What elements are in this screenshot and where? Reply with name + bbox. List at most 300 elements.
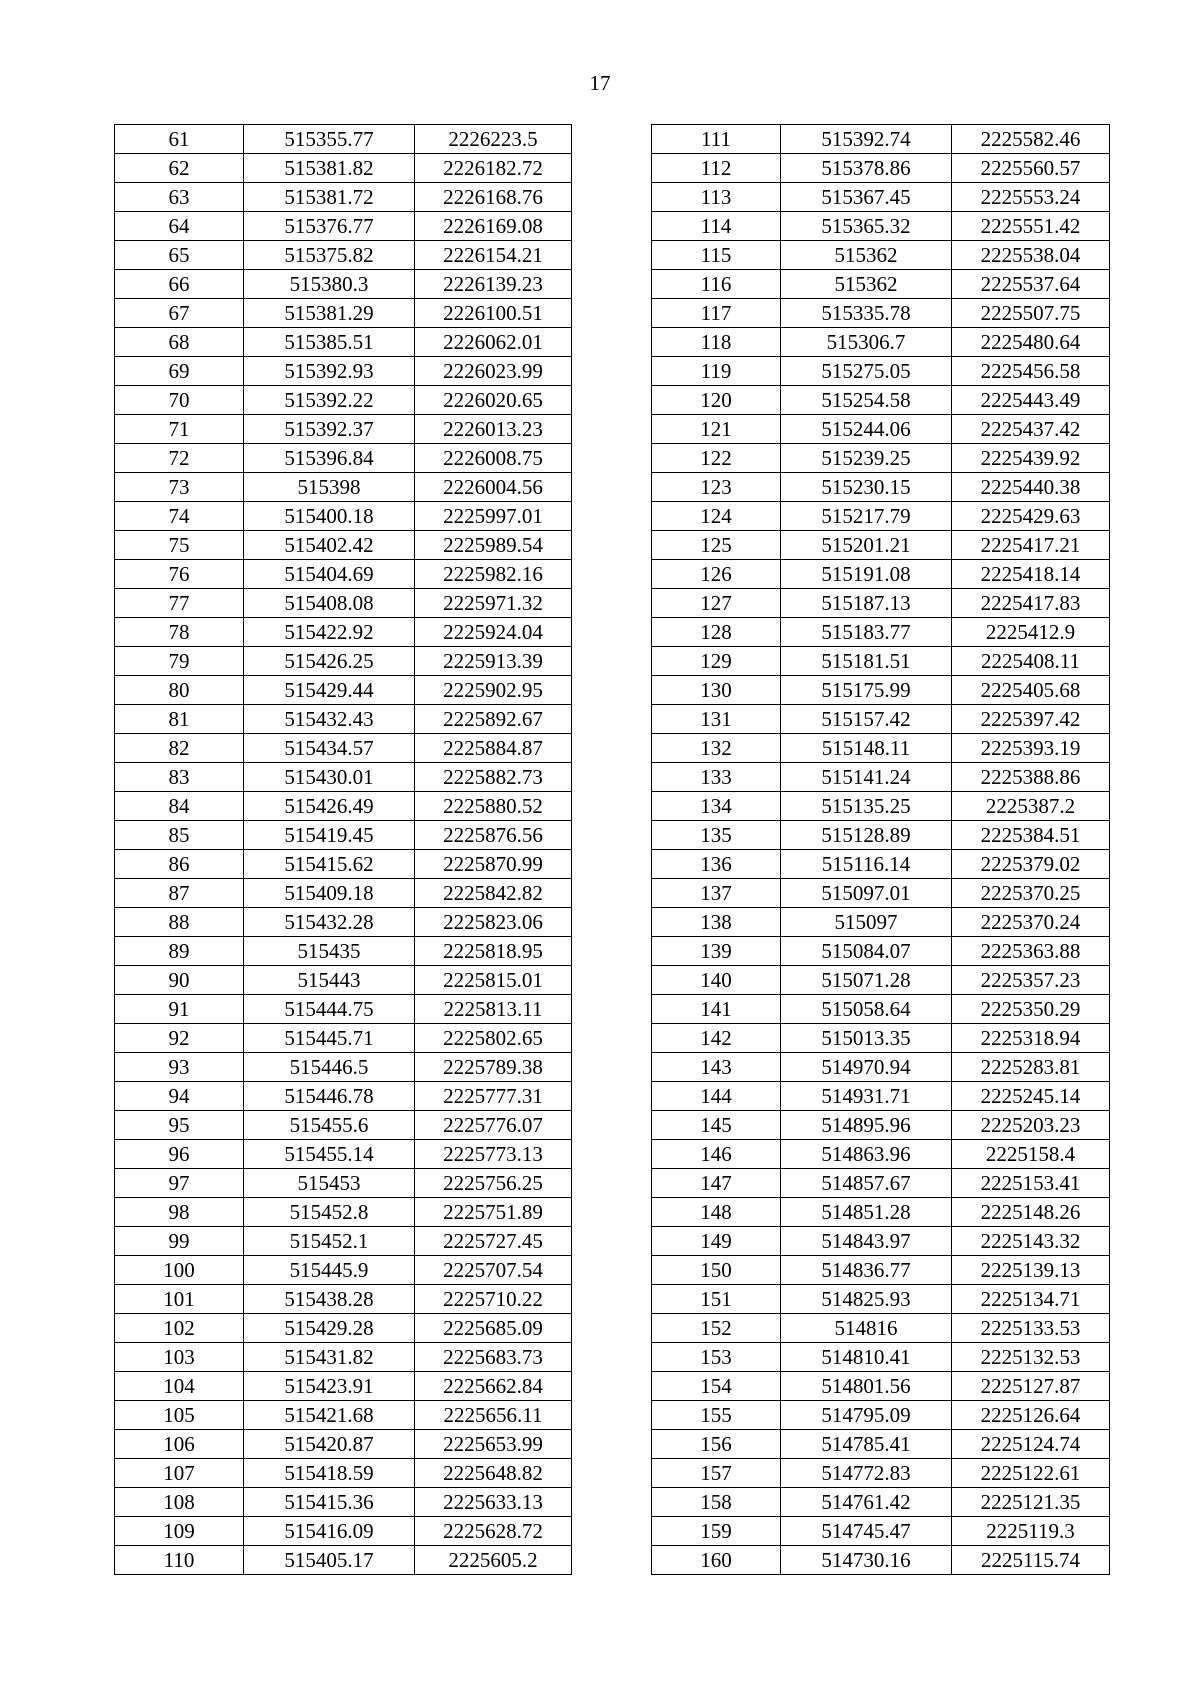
x-coordinate-cell: 515398 bbox=[244, 473, 415, 502]
table-row bbox=[652, 589, 1110, 618]
table-row bbox=[115, 1546, 572, 1575]
table-row bbox=[115, 792, 572, 821]
point-number-cell: 79 bbox=[115, 647, 244, 676]
x-coordinate-cell: 515187.13 bbox=[781, 589, 952, 618]
table-row bbox=[652, 1169, 1110, 1198]
y-coordinate-cell: 2226013.23 bbox=[415, 415, 572, 444]
point-number-cell: 157 bbox=[652, 1459, 781, 1488]
x-coordinate-cell: 515239.25 bbox=[781, 444, 952, 473]
x-coordinate-cell: 515244.06 bbox=[781, 415, 952, 444]
x-coordinate-cell: 515217.79 bbox=[781, 502, 952, 531]
point-number-cell: 103 bbox=[115, 1343, 244, 1372]
x-coordinate-cell: 515396.84 bbox=[244, 444, 415, 473]
point-number-cell: 152 bbox=[652, 1314, 781, 1343]
y-coordinate-cell: 2225913.39 bbox=[415, 647, 572, 676]
y-coordinate-cell: 2225388.86 bbox=[952, 763, 1110, 792]
y-coordinate-cell: 2225418.14 bbox=[952, 560, 1110, 589]
table-row bbox=[115, 1459, 572, 1488]
y-coordinate-cell: 2225153.41 bbox=[952, 1169, 1110, 1198]
x-coordinate-cell: 515415.62 bbox=[244, 850, 415, 879]
y-coordinate-cell: 2225440.38 bbox=[952, 473, 1110, 502]
point-number-cell: 126 bbox=[652, 560, 781, 589]
table-row bbox=[115, 241, 572, 270]
point-number-cell: 104 bbox=[115, 1372, 244, 1401]
y-coordinate-cell: 2226154.21 bbox=[415, 241, 572, 270]
x-coordinate-cell: 515421.68 bbox=[244, 1401, 415, 1430]
table-row bbox=[115, 357, 572, 386]
x-coordinate-cell: 515335.78 bbox=[781, 299, 952, 328]
point-number-cell: 69 bbox=[115, 357, 244, 386]
x-coordinate-cell: 515445.9 bbox=[244, 1256, 415, 1285]
table-row bbox=[652, 502, 1110, 531]
point-number-cell: 149 bbox=[652, 1227, 781, 1256]
x-coordinate-cell: 515381.72 bbox=[244, 183, 415, 212]
y-coordinate-cell: 2225870.99 bbox=[415, 850, 572, 879]
y-coordinate-cell: 2225143.32 bbox=[952, 1227, 1110, 1256]
point-number-cell: 118 bbox=[652, 328, 781, 357]
point-number-cell: 146 bbox=[652, 1140, 781, 1169]
point-number-cell: 155 bbox=[652, 1401, 781, 1430]
table-row bbox=[652, 415, 1110, 444]
point-number-cell: 145 bbox=[652, 1111, 781, 1140]
x-coordinate-cell: 515116.14 bbox=[781, 850, 952, 879]
x-coordinate-cell: 514970.94 bbox=[781, 1053, 952, 1082]
table-row bbox=[115, 125, 572, 154]
point-number-cell: 106 bbox=[115, 1430, 244, 1459]
x-coordinate-cell: 515415.36 bbox=[244, 1488, 415, 1517]
table-row bbox=[652, 270, 1110, 299]
y-coordinate-cell: 2225553.24 bbox=[952, 183, 1110, 212]
point-number-cell: 123 bbox=[652, 473, 781, 502]
x-coordinate-cell: 515405.17 bbox=[244, 1546, 415, 1575]
x-coordinate-cell: 515443 bbox=[244, 966, 415, 995]
y-coordinate-cell: 2225648.82 bbox=[415, 1459, 572, 1488]
y-coordinate-cell: 2225456.58 bbox=[952, 357, 1110, 386]
y-coordinate-cell: 2226169.08 bbox=[415, 212, 572, 241]
y-coordinate-cell: 2226062.01 bbox=[415, 328, 572, 357]
x-coordinate-cell: 515423.91 bbox=[244, 1372, 415, 1401]
table-row bbox=[115, 1053, 572, 1082]
point-number-cell: 70 bbox=[115, 386, 244, 415]
table-row bbox=[115, 966, 572, 995]
point-number-cell: 100 bbox=[115, 1256, 244, 1285]
y-coordinate-cell: 2225802.65 bbox=[415, 1024, 572, 1053]
y-coordinate-cell: 2225656.11 bbox=[415, 1401, 572, 1430]
table-row bbox=[652, 1343, 1110, 1372]
table-row bbox=[115, 1169, 572, 1198]
table-row bbox=[652, 1227, 1110, 1256]
point-number-cell: 142 bbox=[652, 1024, 781, 1053]
table-row bbox=[652, 879, 1110, 908]
y-coordinate-cell: 2225283.81 bbox=[952, 1053, 1110, 1082]
x-coordinate-cell: 514772.83 bbox=[781, 1459, 952, 1488]
x-coordinate-cell: 515191.08 bbox=[781, 560, 952, 589]
table-row bbox=[115, 1372, 572, 1401]
point-number-cell: 63 bbox=[115, 183, 244, 212]
x-coordinate-cell: 514730.16 bbox=[781, 1546, 952, 1575]
table-row bbox=[115, 1256, 572, 1285]
y-coordinate-cell: 2225405.68 bbox=[952, 676, 1110, 705]
table-row bbox=[115, 734, 572, 763]
x-coordinate-cell: 514801.56 bbox=[781, 1372, 952, 1401]
y-coordinate-cell: 2225412.9 bbox=[952, 618, 1110, 647]
x-coordinate-cell: 515375.82 bbox=[244, 241, 415, 270]
y-coordinate-cell: 2225876.56 bbox=[415, 821, 572, 850]
y-coordinate-cell: 2225815.01 bbox=[415, 966, 572, 995]
y-coordinate-cell: 2225707.54 bbox=[415, 1256, 572, 1285]
point-number-cell: 154 bbox=[652, 1372, 781, 1401]
table-row bbox=[652, 850, 1110, 879]
y-coordinate-cell: 2225971.32 bbox=[415, 589, 572, 618]
point-number-cell: 151 bbox=[652, 1285, 781, 1314]
point-number-cell: 72 bbox=[115, 444, 244, 473]
y-coordinate-cell: 2225751.89 bbox=[415, 1198, 572, 1227]
point-number-cell: 122 bbox=[652, 444, 781, 473]
table-row bbox=[652, 444, 1110, 473]
table-row bbox=[652, 734, 1110, 763]
y-coordinate-cell: 2225357.23 bbox=[952, 966, 1110, 995]
x-coordinate-cell: 515013.35 bbox=[781, 1024, 952, 1053]
table-row bbox=[652, 1024, 1110, 1053]
x-coordinate-cell: 515430.01 bbox=[244, 763, 415, 792]
x-coordinate-cell: 514836.77 bbox=[781, 1256, 952, 1285]
x-coordinate-cell: 515435 bbox=[244, 937, 415, 966]
y-coordinate-cell: 2225363.88 bbox=[952, 937, 1110, 966]
point-number-cell: 125 bbox=[652, 531, 781, 560]
y-coordinate-cell: 2225537.64 bbox=[952, 270, 1110, 299]
y-coordinate-cell: 2225318.94 bbox=[952, 1024, 1110, 1053]
x-coordinate-cell: 515362 bbox=[781, 270, 952, 299]
point-number-cell: 78 bbox=[115, 618, 244, 647]
y-coordinate-cell: 2226100.51 bbox=[415, 299, 572, 328]
point-number-cell: 114 bbox=[652, 212, 781, 241]
y-coordinate-cell: 2225997.01 bbox=[415, 502, 572, 531]
point-number-cell: 119 bbox=[652, 357, 781, 386]
point-number-cell: 74 bbox=[115, 502, 244, 531]
x-coordinate-cell: 515376.77 bbox=[244, 212, 415, 241]
point-number-cell: 62 bbox=[115, 154, 244, 183]
y-coordinate-cell: 2225203.23 bbox=[952, 1111, 1110, 1140]
table-row bbox=[115, 328, 572, 357]
table-row bbox=[652, 966, 1110, 995]
x-coordinate-cell: 515402.42 bbox=[244, 531, 415, 560]
y-coordinate-cell: 2225139.13 bbox=[952, 1256, 1110, 1285]
table-row bbox=[115, 821, 572, 850]
x-coordinate-cell: 515429.44 bbox=[244, 676, 415, 705]
table-row bbox=[652, 357, 1110, 386]
y-coordinate-cell: 2225710.22 bbox=[415, 1285, 572, 1314]
x-coordinate-cell: 515420.87 bbox=[244, 1430, 415, 1459]
point-number-cell: 136 bbox=[652, 850, 781, 879]
table-row bbox=[652, 995, 1110, 1024]
point-number-cell: 131 bbox=[652, 705, 781, 734]
y-coordinate-cell: 2225813.11 bbox=[415, 995, 572, 1024]
table-row bbox=[652, 676, 1110, 705]
x-coordinate-cell: 514895.96 bbox=[781, 1111, 952, 1140]
table-body bbox=[115, 125, 572, 1575]
table-body bbox=[652, 125, 1110, 1575]
point-number-cell: 75 bbox=[115, 531, 244, 560]
y-coordinate-cell: 2225507.75 bbox=[952, 299, 1110, 328]
point-number-cell: 158 bbox=[652, 1488, 781, 1517]
point-number-cell: 95 bbox=[115, 1111, 244, 1140]
point-number-cell: 129 bbox=[652, 647, 781, 676]
y-coordinate-cell: 2225158.4 bbox=[952, 1140, 1110, 1169]
x-coordinate-cell: 515385.51 bbox=[244, 328, 415, 357]
x-coordinate-cell: 514857.67 bbox=[781, 1169, 952, 1198]
point-number-cell: 108 bbox=[115, 1488, 244, 1517]
table-row bbox=[652, 473, 1110, 502]
y-coordinate-cell: 2225776.07 bbox=[415, 1111, 572, 1140]
x-coordinate-cell: 515418.59 bbox=[244, 1459, 415, 1488]
x-coordinate-cell: 515452.1 bbox=[244, 1227, 415, 1256]
y-coordinate-cell: 2225387.2 bbox=[952, 792, 1110, 821]
table-row bbox=[652, 1430, 1110, 1459]
y-coordinate-cell: 2225884.87 bbox=[415, 734, 572, 763]
table-row bbox=[115, 560, 572, 589]
y-coordinate-cell: 2225379.02 bbox=[952, 850, 1110, 879]
point-number-cell: 86 bbox=[115, 850, 244, 879]
point-number-cell: 109 bbox=[115, 1517, 244, 1546]
x-coordinate-cell: 515183.77 bbox=[781, 618, 952, 647]
point-number-cell: 84 bbox=[115, 792, 244, 821]
y-coordinate-cell: 2225560.57 bbox=[952, 154, 1110, 183]
y-coordinate-cell: 2226020.65 bbox=[415, 386, 572, 415]
table-row bbox=[652, 1546, 1110, 1575]
y-coordinate-cell: 2225127.87 bbox=[952, 1372, 1110, 1401]
x-coordinate-cell: 515432.28 bbox=[244, 908, 415, 937]
x-coordinate-cell: 515128.89 bbox=[781, 821, 952, 850]
x-coordinate-cell: 515181.51 bbox=[781, 647, 952, 676]
x-coordinate-cell: 515446.5 bbox=[244, 1053, 415, 1082]
y-coordinate-cell: 2225818.95 bbox=[415, 937, 572, 966]
y-coordinate-cell: 2225115.74 bbox=[952, 1546, 1110, 1575]
x-coordinate-cell: 515445.71 bbox=[244, 1024, 415, 1053]
point-number-cell: 112 bbox=[652, 154, 781, 183]
y-coordinate-cell: 2225924.04 bbox=[415, 618, 572, 647]
y-coordinate-cell: 2226182.72 bbox=[415, 154, 572, 183]
point-number-cell: 96 bbox=[115, 1140, 244, 1169]
table-row bbox=[652, 647, 1110, 676]
x-coordinate-cell: 515400.18 bbox=[244, 502, 415, 531]
point-number-cell: 93 bbox=[115, 1053, 244, 1082]
y-coordinate-cell: 2225132.53 bbox=[952, 1343, 1110, 1372]
table-row bbox=[652, 1401, 1110, 1430]
table-row bbox=[115, 763, 572, 792]
y-coordinate-cell: 2225384.51 bbox=[952, 821, 1110, 850]
y-coordinate-cell: 2226023.99 bbox=[415, 357, 572, 386]
point-number-cell: 68 bbox=[115, 328, 244, 357]
point-number-cell: 138 bbox=[652, 908, 781, 937]
y-coordinate-cell: 2225551.42 bbox=[952, 212, 1110, 241]
y-coordinate-cell: 2225662.84 bbox=[415, 1372, 572, 1401]
x-coordinate-cell: 515455.6 bbox=[244, 1111, 415, 1140]
point-number-cell: 107 bbox=[115, 1459, 244, 1488]
point-number-cell: 101 bbox=[115, 1285, 244, 1314]
y-coordinate-cell: 2225685.09 bbox=[415, 1314, 572, 1343]
x-coordinate-cell: 515201.21 bbox=[781, 531, 952, 560]
x-coordinate-cell: 514863.96 bbox=[781, 1140, 952, 1169]
point-number-cell: 64 bbox=[115, 212, 244, 241]
point-number-cell: 139 bbox=[652, 937, 781, 966]
table-row bbox=[652, 1256, 1110, 1285]
table-row bbox=[115, 850, 572, 879]
y-coordinate-cell: 2225443.49 bbox=[952, 386, 1110, 415]
y-coordinate-cell: 2225133.53 bbox=[952, 1314, 1110, 1343]
x-coordinate-cell: 515438.28 bbox=[244, 1285, 415, 1314]
table-row bbox=[652, 154, 1110, 183]
x-coordinate-cell: 515444.75 bbox=[244, 995, 415, 1024]
table-row bbox=[115, 937, 572, 966]
y-coordinate-cell: 2225842.82 bbox=[415, 879, 572, 908]
x-coordinate-cell: 515306.7 bbox=[781, 328, 952, 357]
point-number-cell: 133 bbox=[652, 763, 781, 792]
x-coordinate-cell: 515419.45 bbox=[244, 821, 415, 850]
x-coordinate-cell: 515404.69 bbox=[244, 560, 415, 589]
x-coordinate-cell: 514851.28 bbox=[781, 1198, 952, 1227]
y-coordinate-cell: 2225538.04 bbox=[952, 241, 1110, 270]
table-row bbox=[652, 705, 1110, 734]
table-row bbox=[115, 676, 572, 705]
table-row bbox=[115, 1343, 572, 1372]
y-coordinate-cell: 2225124.74 bbox=[952, 1430, 1110, 1459]
point-number-cell: 94 bbox=[115, 1082, 244, 1111]
x-coordinate-cell: 514795.09 bbox=[781, 1401, 952, 1430]
x-coordinate-cell: 515362 bbox=[781, 241, 952, 270]
table-row bbox=[115, 154, 572, 183]
point-number-cell: 111 bbox=[652, 125, 781, 154]
table-row bbox=[115, 908, 572, 937]
table-row bbox=[115, 299, 572, 328]
y-coordinate-cell: 2226004.56 bbox=[415, 473, 572, 502]
point-number-cell: 148 bbox=[652, 1198, 781, 1227]
table-row bbox=[652, 908, 1110, 937]
y-coordinate-cell: 2225880.52 bbox=[415, 792, 572, 821]
y-coordinate-cell: 2225773.13 bbox=[415, 1140, 572, 1169]
table-row bbox=[652, 1140, 1110, 1169]
table-row bbox=[115, 1140, 572, 1169]
table-row bbox=[115, 879, 572, 908]
x-coordinate-cell: 514745.47 bbox=[781, 1517, 952, 1546]
table-row bbox=[652, 937, 1110, 966]
point-number-cell: 143 bbox=[652, 1053, 781, 1082]
x-coordinate-cell: 515452.8 bbox=[244, 1198, 415, 1227]
table-row bbox=[115, 1430, 572, 1459]
point-number-cell: 144 bbox=[652, 1082, 781, 1111]
y-coordinate-cell: 2226168.76 bbox=[415, 183, 572, 212]
y-coordinate-cell: 2225122.61 bbox=[952, 1459, 1110, 1488]
x-coordinate-cell: 515254.58 bbox=[781, 386, 952, 415]
table-row bbox=[652, 1198, 1110, 1227]
y-coordinate-cell: 2225397.42 bbox=[952, 705, 1110, 734]
point-number-cell: 153 bbox=[652, 1343, 781, 1372]
point-number-cell: 65 bbox=[115, 241, 244, 270]
point-number-cell: 150 bbox=[652, 1256, 781, 1285]
table-row bbox=[652, 1372, 1110, 1401]
table-row bbox=[652, 792, 1110, 821]
table-row bbox=[115, 1401, 572, 1430]
y-coordinate-cell: 2225245.14 bbox=[952, 1082, 1110, 1111]
point-number-cell: 113 bbox=[652, 183, 781, 212]
x-coordinate-cell: 515141.24 bbox=[781, 763, 952, 792]
point-number-cell: 159 bbox=[652, 1517, 781, 1546]
table-row bbox=[115, 1517, 572, 1546]
table-row bbox=[115, 1111, 572, 1140]
y-coordinate-cell: 2225370.24 bbox=[952, 908, 1110, 937]
table-row bbox=[115, 589, 572, 618]
y-coordinate-cell: 2225727.45 bbox=[415, 1227, 572, 1256]
coordinates-table-right bbox=[651, 124, 1110, 1575]
y-coordinate-cell: 2225582.46 bbox=[952, 125, 1110, 154]
point-number-cell: 121 bbox=[652, 415, 781, 444]
point-number-cell: 120 bbox=[652, 386, 781, 415]
table-row bbox=[115, 1285, 572, 1314]
x-coordinate-cell: 515408.08 bbox=[244, 589, 415, 618]
table-row bbox=[652, 241, 1110, 270]
table-row bbox=[115, 1082, 572, 1111]
point-number-cell: 91 bbox=[115, 995, 244, 1024]
page-number: 17 bbox=[589, 71, 611, 95]
table-row bbox=[115, 1198, 572, 1227]
x-coordinate-cell: 515157.42 bbox=[781, 705, 952, 734]
x-coordinate-cell: 515432.43 bbox=[244, 705, 415, 734]
table-row bbox=[115, 531, 572, 560]
x-coordinate-cell: 515230.15 bbox=[781, 473, 952, 502]
y-coordinate-cell: 2225902.95 bbox=[415, 676, 572, 705]
point-number-cell: 85 bbox=[115, 821, 244, 850]
y-coordinate-cell: 2226223.5 bbox=[415, 125, 572, 154]
point-number-cell: 105 bbox=[115, 1401, 244, 1430]
y-coordinate-cell: 2226139.23 bbox=[415, 270, 572, 299]
x-coordinate-cell: 515446.78 bbox=[244, 1082, 415, 1111]
y-coordinate-cell: 2225605.2 bbox=[415, 1546, 572, 1575]
table-row bbox=[652, 1517, 1110, 1546]
point-number-cell: 81 bbox=[115, 705, 244, 734]
y-coordinate-cell: 2225892.67 bbox=[415, 705, 572, 734]
y-coordinate-cell: 2225982.16 bbox=[415, 560, 572, 589]
x-coordinate-cell: 515097.01 bbox=[781, 879, 952, 908]
x-coordinate-cell: 515416.09 bbox=[244, 1517, 415, 1546]
point-number-cell: 115 bbox=[652, 241, 781, 270]
table-row bbox=[115, 1227, 572, 1256]
point-number-cell: 124 bbox=[652, 502, 781, 531]
y-coordinate-cell: 2225823.06 bbox=[415, 908, 572, 937]
y-coordinate-cell: 2225417.83 bbox=[952, 589, 1110, 618]
x-coordinate-cell: 515426.25 bbox=[244, 647, 415, 676]
point-number-cell: 76 bbox=[115, 560, 244, 589]
table-row bbox=[652, 386, 1110, 415]
x-coordinate-cell: 515378.86 bbox=[781, 154, 952, 183]
table-row bbox=[652, 1053, 1110, 1082]
point-number-cell: 102 bbox=[115, 1314, 244, 1343]
point-number-cell: 135 bbox=[652, 821, 781, 850]
point-number-cell: 97 bbox=[115, 1169, 244, 1198]
x-coordinate-cell: 515422.92 bbox=[244, 618, 415, 647]
y-coordinate-cell: 2225134.71 bbox=[952, 1285, 1110, 1314]
table-row bbox=[652, 328, 1110, 357]
x-coordinate-cell: 515392.93 bbox=[244, 357, 415, 386]
point-number-cell: 73 bbox=[115, 473, 244, 502]
y-coordinate-cell: 2225417.21 bbox=[952, 531, 1110, 560]
x-coordinate-cell: 515275.05 bbox=[781, 357, 952, 386]
x-coordinate-cell: 515455.14 bbox=[244, 1140, 415, 1169]
table-row bbox=[652, 1285, 1110, 1314]
x-coordinate-cell: 514843.97 bbox=[781, 1227, 952, 1256]
x-coordinate-cell: 514810.41 bbox=[781, 1343, 952, 1372]
point-number-cell: 141 bbox=[652, 995, 781, 1024]
y-coordinate-cell: 2225653.99 bbox=[415, 1430, 572, 1459]
x-coordinate-cell: 515429.28 bbox=[244, 1314, 415, 1343]
